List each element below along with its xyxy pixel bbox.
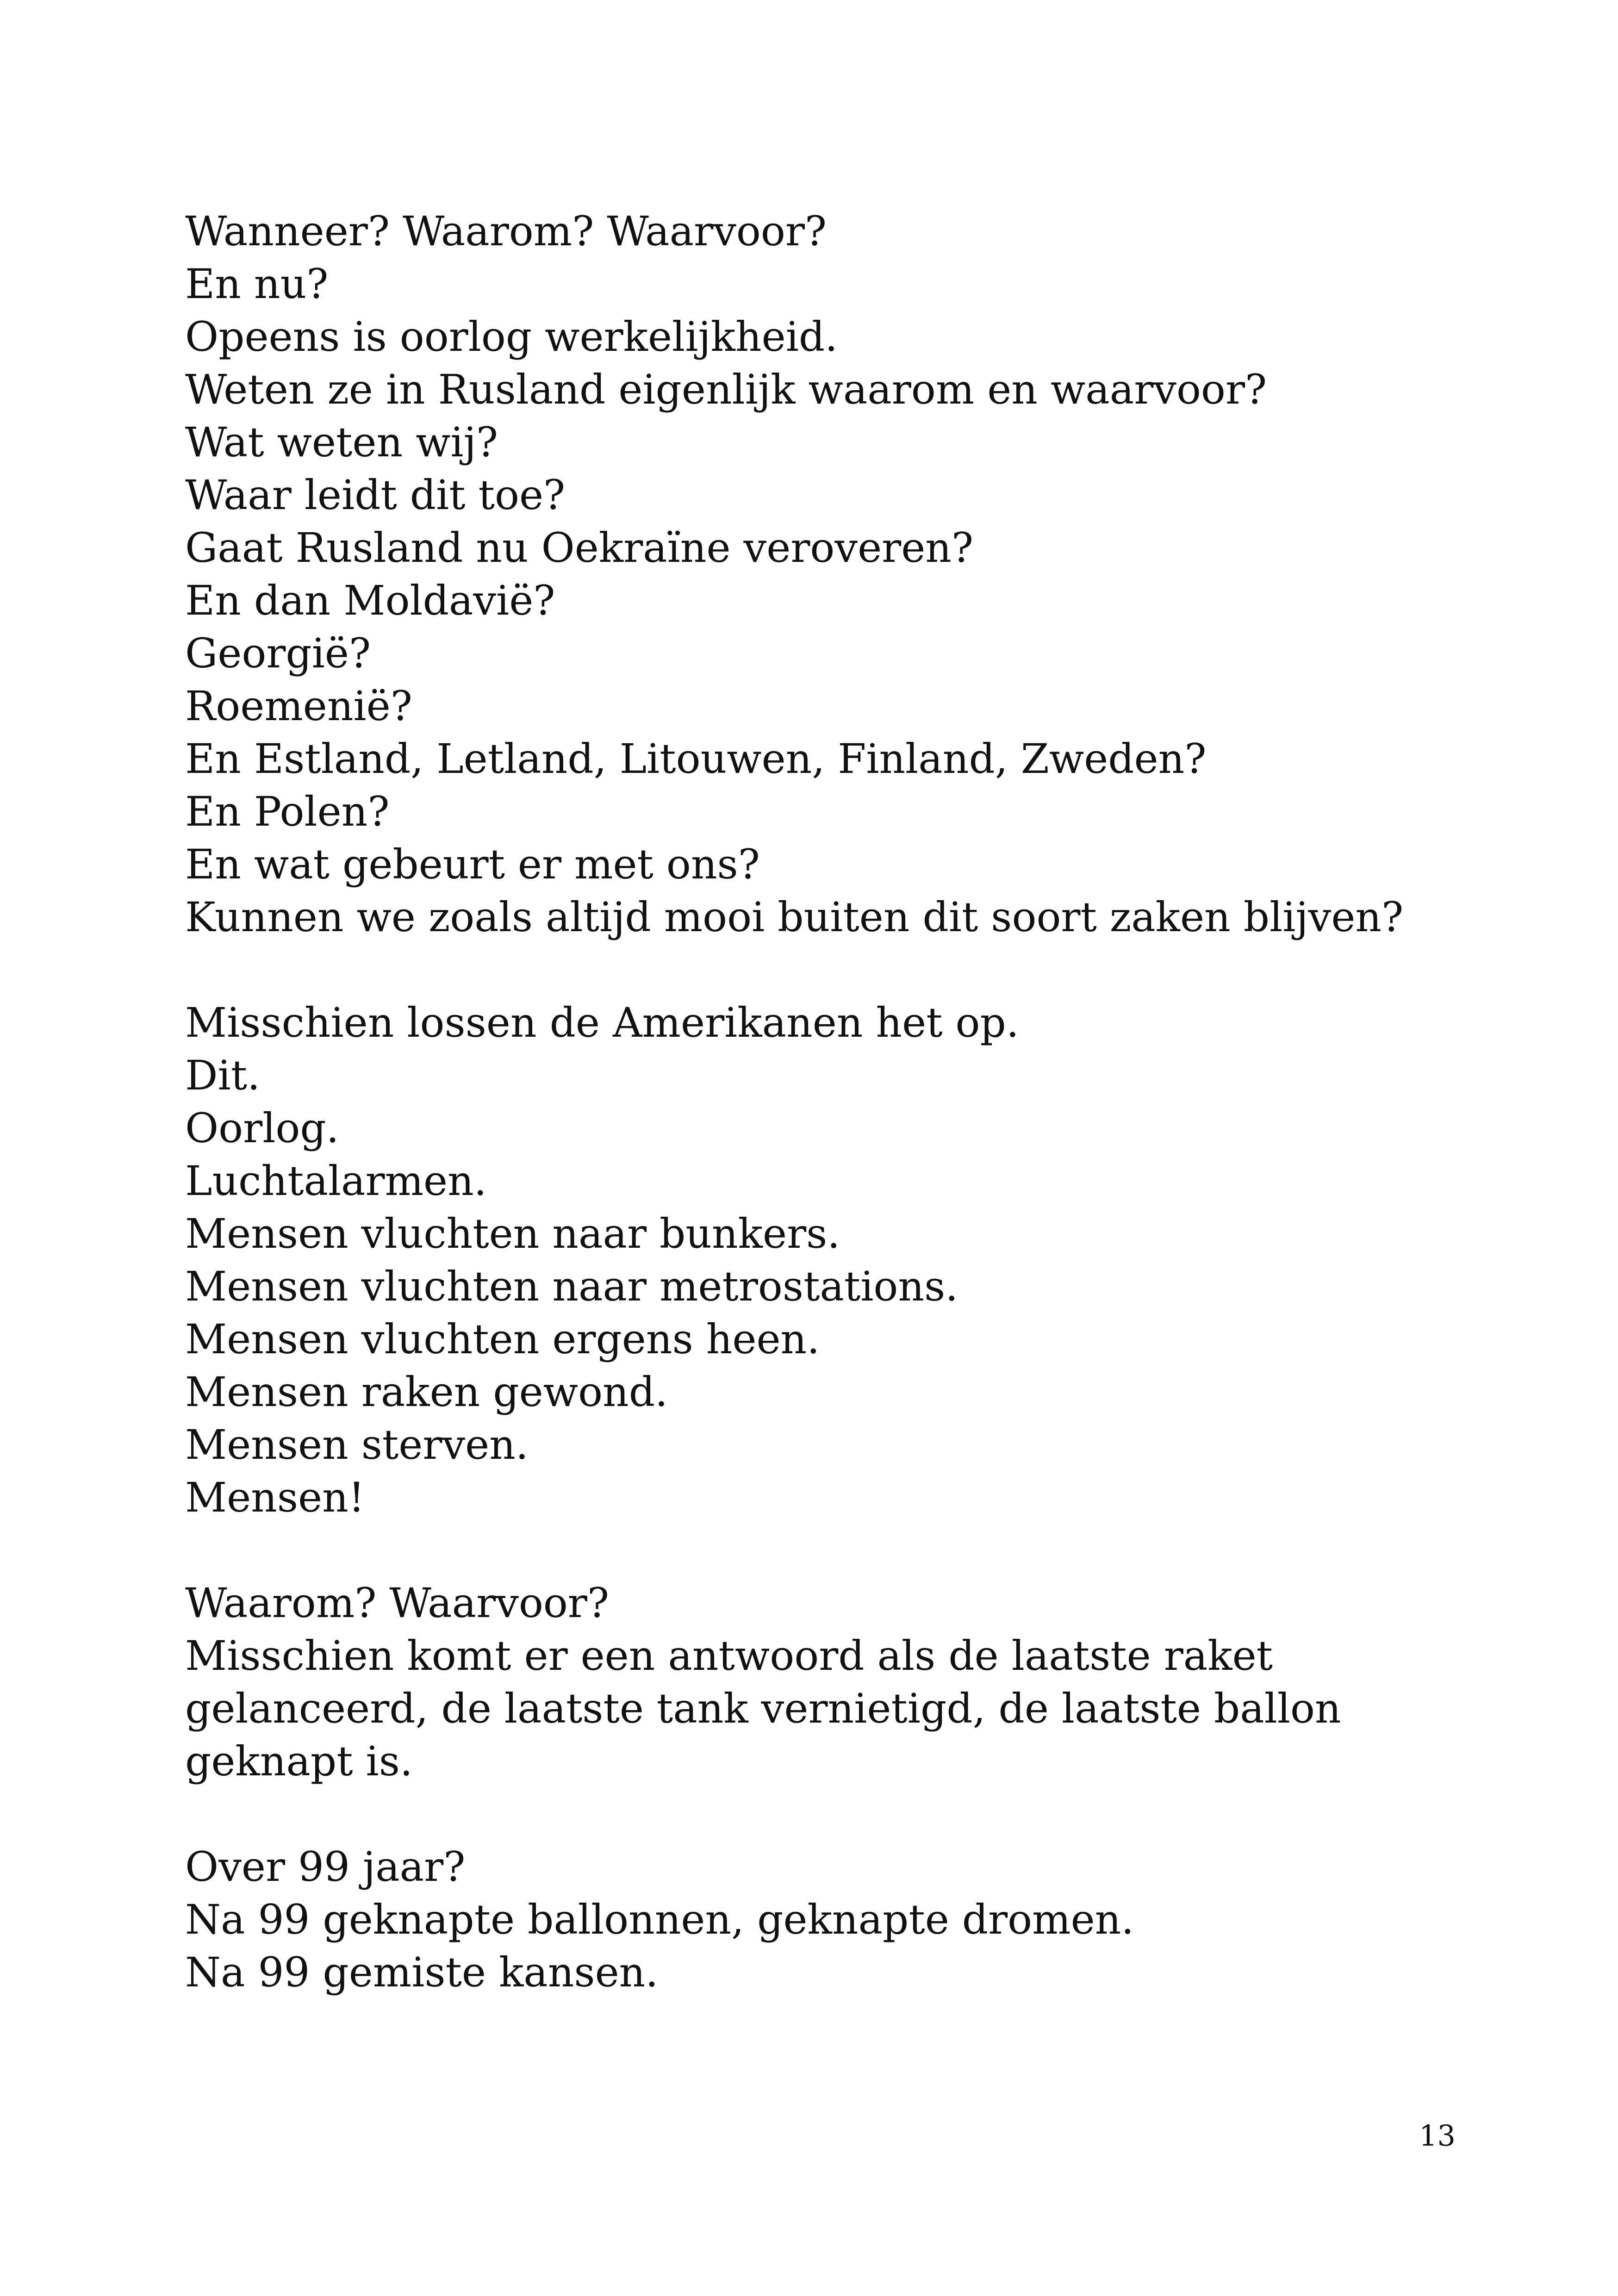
poem-line: Opeens is oorlog werkelijkheid. [185, 313, 838, 361]
page-number: 13 [1419, 2119, 1456, 2153]
poem-line: Dit. [185, 1052, 261, 1099]
poem-line: Na 99 geknapte ballonnen, geknapte dromen. [185, 1896, 1134, 1943]
stanza-2 [185, 996, 1481, 1524]
poem-paragraph: Misschien komt er een antwoord als de laatste raket gelanceerd, de laatste tank vernietigd, de laatste ballon geknapt is. [185, 1632, 1341, 1785]
poem-line: En dan Moldavië? [185, 577, 555, 624]
poem-line: Gaat Rusland nu Oekraïne veroveren? [185, 524, 974, 572]
poem-line: Oorlog. [185, 1104, 339, 1152]
stanza-3 [185, 1577, 1481, 1788]
poem-line: Wanneer? Waarom? Waarvoor? [185, 207, 827, 255]
poem-line: Kunnen we zoals altijd mooi buiten dit soort zaken blijven? [185, 893, 1404, 941]
poem-line: Mensen vluchten ergens heen. [185, 1315, 820, 1363]
poem-line: Georgië? [185, 629, 371, 677]
poem-line: Mensen vluchten naar metrostations. [185, 1263, 958, 1310]
poem-line: Mensen vluchten naar bunkers. [185, 1210, 840, 1257]
poem-line: Over 99 jaar? [185, 1843, 466, 1891]
poem-body [185, 205, 1481, 2052]
stanza-1 [185, 205, 1481, 944]
poem-line: Roemenië? [185, 682, 412, 730]
poem-line: En wat gebeurt er met ons? [185, 840, 760, 888]
poem-line: Weten ze in Rusland eigenlijk waarom en waarvoor? [185, 366, 1267, 413]
poem-line: Luchtalarmen. [185, 1157, 487, 1205]
poem-line: Mensen! [185, 1474, 365, 1521]
poem-line: En nu? [185, 260, 329, 308]
poem-line: En Estland, Letland, Litouwen, Finland, Zweden? [185, 735, 1207, 783]
poem-line: Na 99 gemiste kansen. [185, 1948, 659, 1996]
poem-line: Mensen raken gewond. [185, 1368, 668, 1416]
poem-line: Wat weten wij? [185, 418, 498, 466]
poem-line: En Polen? [185, 788, 390, 835]
stanza-4 [185, 1841, 1481, 1999]
poem-line: Misschien lossen de Amerikanen het op. [185, 999, 1019, 1046]
poem-line: Mensen sterven. [185, 1421, 529, 1468]
poem-line: Waar leidt dit toe? [185, 471, 566, 519]
poem-line: Waarom? Waarvoor? [185, 1579, 610, 1627]
